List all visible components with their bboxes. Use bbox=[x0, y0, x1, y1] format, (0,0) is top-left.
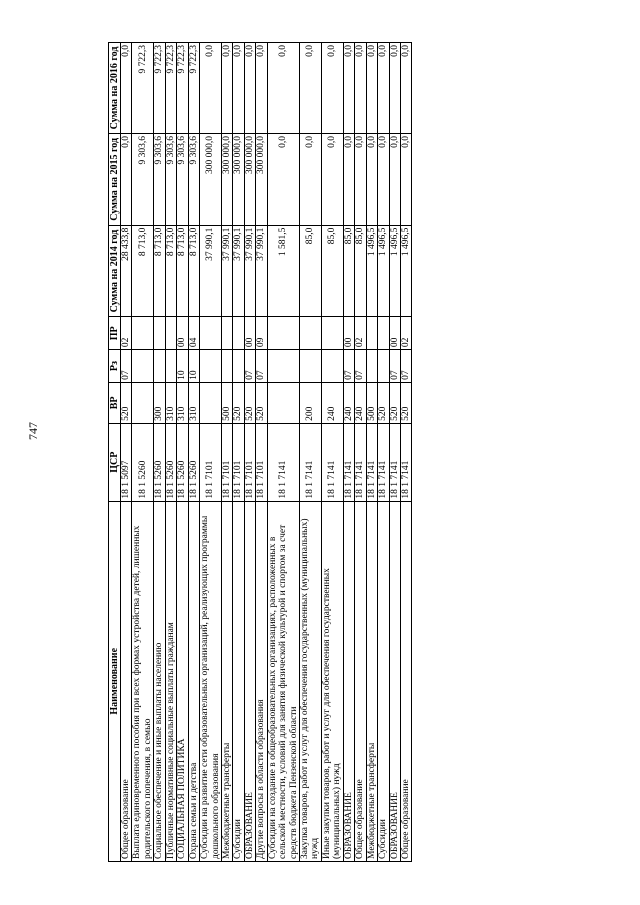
table-row bbox=[121, 43, 132, 862]
cell-sum-2014: 37 990,1 bbox=[200, 225, 222, 317]
cell-vr bbox=[132, 382, 154, 423]
cell-sum-2016: 0,0 bbox=[244, 43, 255, 134]
cell-rz bbox=[300, 350, 322, 383]
cell-csr: 18 1 7101 bbox=[256, 423, 267, 501]
cell-sum-2015: 0,0 bbox=[267, 133, 299, 225]
page-number: 747 bbox=[26, 422, 40, 440]
table-row bbox=[244, 43, 255, 862]
table-row bbox=[256, 43, 267, 862]
cell-vr: 240 bbox=[355, 382, 366, 423]
cell-sum-2016: 0,0 bbox=[233, 43, 244, 134]
cell-sum-2016: 0,0 bbox=[366, 43, 377, 134]
cell-name: Общее образование bbox=[121, 501, 132, 861]
cell-sum-2014: 8 713,0 bbox=[188, 225, 199, 317]
cell-csr: 18 1 7141 bbox=[300, 423, 322, 501]
cell-csr: 18 1 7101 bbox=[200, 423, 222, 501]
cell-csr: 18 1 7141 bbox=[355, 423, 366, 501]
cell-name: Субсидии bbox=[233, 501, 244, 861]
cell-sum-2015: 9 303,6 bbox=[188, 133, 199, 225]
cell-csr: 18 1 7101 bbox=[233, 423, 244, 501]
cell-name: СОЦИАЛЬНАЯ ПОЛИТИКА bbox=[177, 501, 188, 861]
cell-sum-2016: 9 722,3 bbox=[188, 43, 199, 134]
cell-name: Публичные нормативные социальные выплаты гражданам bbox=[165, 501, 176, 861]
table-row bbox=[233, 43, 244, 862]
cell-pr bbox=[132, 317, 154, 350]
cell-name: Социальное обеспечение и иные выплаты населению bbox=[154, 501, 165, 861]
cell-vr: 520 bbox=[400, 382, 411, 423]
cell-csr: 18 1 5260 bbox=[132, 423, 154, 501]
cell-rz: 07 bbox=[389, 350, 400, 383]
table-row bbox=[300, 43, 322, 862]
table-row bbox=[154, 43, 165, 862]
cell-sum-2016: 0,0 bbox=[221, 43, 232, 134]
table-row bbox=[132, 43, 154, 862]
cell-sum-2015: 0,0 bbox=[355, 133, 366, 225]
cell-rz: 07 bbox=[244, 350, 255, 383]
cell-rz bbox=[378, 350, 389, 383]
cell-sum-2015: 9 303,6 bbox=[177, 133, 188, 225]
cell-vr: 200 bbox=[300, 382, 322, 423]
cell-name: ОБРАЗОВАНИЕ bbox=[244, 501, 255, 861]
cell-sum-2014: 8 713,0 bbox=[154, 225, 165, 317]
budget-table bbox=[108, 42, 412, 862]
cell-csr: 18 1 7101 bbox=[244, 423, 255, 501]
cell-rz: 07 bbox=[343, 350, 354, 383]
cell-csr: 18 1 5260 bbox=[177, 423, 188, 501]
cell-vr: 520 bbox=[378, 382, 389, 423]
cell-name: Межбюджетные трансферты bbox=[366, 501, 377, 861]
cell-vr: 520 bbox=[389, 382, 400, 423]
table-row bbox=[355, 43, 366, 862]
cell-pr: 09 bbox=[256, 317, 267, 350]
cell-sum-2014: 85,0 bbox=[321, 225, 343, 317]
header-csr: ЦСР bbox=[109, 423, 121, 501]
cell-vr: 520 bbox=[233, 382, 244, 423]
cell-name: Общее образование bbox=[400, 501, 411, 861]
cell-vr: 310 bbox=[177, 382, 188, 423]
cell-sum-2014: 8 713,0 bbox=[165, 225, 176, 317]
header-sum-2015: Сумма на 2015 год bbox=[109, 133, 121, 225]
cell-sum-2014: 8 713,0 bbox=[177, 225, 188, 317]
cell-sum-2014: 1 496,5 bbox=[400, 225, 411, 317]
cell-rz bbox=[154, 350, 165, 383]
cell-sum-2015: 0,0 bbox=[400, 133, 411, 225]
table-row bbox=[267, 43, 299, 862]
table-row bbox=[221, 43, 232, 862]
cell-rz bbox=[321, 350, 343, 383]
cell-pr: 00 bbox=[244, 317, 255, 350]
cell-rz bbox=[132, 350, 154, 383]
cell-name: Иные закупки товаров, работ и услуг для обеспечения государственных (муниципальных) нужд bbox=[321, 501, 343, 861]
cell-sum-2015: 0,0 bbox=[300, 133, 322, 225]
cell-rz bbox=[233, 350, 244, 383]
cell-csr: 18 1 7141 bbox=[343, 423, 354, 501]
cell-sum-2015: 0,0 bbox=[343, 133, 354, 225]
cell-rz: 10 bbox=[177, 350, 188, 383]
header-sum-2016: Сумма на 2016 год bbox=[109, 43, 121, 134]
cell-vr: 310 bbox=[165, 382, 176, 423]
cell-sum-2015: 9 303,6 bbox=[165, 133, 176, 225]
cell-pr: 00 bbox=[389, 317, 400, 350]
cell-rz: 07 bbox=[256, 350, 267, 383]
cell-name: Субсидии на создание в общеобразовательных организациях, расположенных в сельской местности, условий для занятия физической культурой и спортом за счет средств бюджета Пензенской области bbox=[267, 501, 299, 861]
cell-vr: 520 bbox=[121, 382, 132, 423]
header-pr: ПР bbox=[109, 317, 121, 350]
cell-rz bbox=[366, 350, 377, 383]
cell-pr bbox=[200, 317, 222, 350]
cell-vr: 240 bbox=[321, 382, 343, 423]
cell-pr bbox=[233, 317, 244, 350]
cell-rz: 07 bbox=[355, 350, 366, 383]
cell-sum-2014: 37 990,1 bbox=[233, 225, 244, 317]
cell-rz bbox=[267, 350, 299, 383]
table-body bbox=[121, 43, 412, 862]
cell-pr: 02 bbox=[400, 317, 411, 350]
cell-sum-2014: 37 990,1 bbox=[256, 225, 267, 317]
table-row bbox=[400, 43, 411, 862]
cell-sum-2014: 1 581,5 bbox=[267, 225, 299, 317]
cell-sum-2015: 0,0 bbox=[378, 133, 389, 225]
cell-name: Закупка товаров, работ и услуг для обеспечения государственных (муниципальных) нужд bbox=[300, 501, 322, 861]
cell-vr: 500 bbox=[366, 382, 377, 423]
cell-vr: 310 bbox=[188, 382, 199, 423]
cell-rz bbox=[165, 350, 176, 383]
cell-sum-2016: 9 722,3 bbox=[132, 43, 154, 134]
cell-name: ОБРАЗОВАНИЕ bbox=[343, 501, 354, 861]
cell-pr bbox=[154, 317, 165, 350]
cell-pr bbox=[378, 317, 389, 350]
cell-sum-2014: 1 496,5 bbox=[389, 225, 400, 317]
cell-sum-2016: 0,0 bbox=[400, 43, 411, 134]
cell-pr bbox=[366, 317, 377, 350]
cell-rz: 07 bbox=[121, 350, 132, 383]
cell-csr: 18 1 7141 bbox=[378, 423, 389, 501]
cell-pr: 00 bbox=[343, 317, 354, 350]
cell-name: Охрана семьи и детства bbox=[188, 501, 199, 861]
cell-sum-2016: 9 722,3 bbox=[165, 43, 176, 134]
cell-sum-2015: 0,0 bbox=[389, 133, 400, 225]
cell-name: Выплата единовременного пособия при всех формах устройства детей, лишенных родительского попечения, в семью bbox=[132, 501, 154, 861]
cell-pr: 02 bbox=[355, 317, 366, 350]
cell-sum-2015: 300 000,0 bbox=[221, 133, 232, 225]
cell-sum-2014: 28 433,8 bbox=[121, 225, 132, 317]
cell-rz: 07 bbox=[400, 350, 411, 383]
cell-vr: 520 bbox=[244, 382, 255, 423]
cell-sum-2016: 0,0 bbox=[343, 43, 354, 134]
cell-pr: 02 bbox=[121, 317, 132, 350]
cell-rz: 10 bbox=[188, 350, 199, 383]
cell-pr: 00 bbox=[177, 317, 188, 350]
cell-sum-2015: 300 000,0 bbox=[256, 133, 267, 225]
cell-sum-2015: 0,0 bbox=[321, 133, 343, 225]
table-row bbox=[378, 43, 389, 862]
cell-csr: 18 1 5097 bbox=[121, 423, 132, 501]
table-row bbox=[165, 43, 176, 862]
cell-sum-2016: 0,0 bbox=[121, 43, 132, 134]
cell-sum-2016: 0,0 bbox=[378, 43, 389, 134]
table-row bbox=[177, 43, 188, 862]
cell-pr bbox=[321, 317, 343, 350]
cell-rz bbox=[200, 350, 222, 383]
cell-csr: 18 1 7141 bbox=[389, 423, 400, 501]
cell-csr: 18 1 7101 bbox=[221, 423, 232, 501]
cell-sum-2016: 9 722,3 bbox=[177, 43, 188, 134]
table-row bbox=[343, 43, 354, 862]
cell-sum-2015: 300 000,0 bbox=[244, 133, 255, 225]
header-sum-2014: Сумма на 2014 год bbox=[109, 225, 121, 317]
cell-sum-2015: 300 000,0 bbox=[200, 133, 222, 225]
cell-name: Субсидии bbox=[378, 501, 389, 861]
cell-sum-2016: 0,0 bbox=[389, 43, 400, 134]
cell-sum-2016: 9 722,3 bbox=[154, 43, 165, 134]
cell-vr: 300 bbox=[154, 382, 165, 423]
cell-sum-2015: 9 303,6 bbox=[154, 133, 165, 225]
table-row bbox=[200, 43, 222, 862]
header-vr: ВР bbox=[109, 382, 121, 423]
cell-sum-2015: 300 000,0 bbox=[233, 133, 244, 225]
cell-name: ОБРАЗОВАНИЕ bbox=[389, 501, 400, 861]
cell-sum-2014: 8 713,0 bbox=[132, 225, 154, 317]
cell-sum-2016: 0,0 bbox=[200, 43, 222, 134]
rotated-table-container bbox=[108, 42, 528, 862]
cell-sum-2014: 85,0 bbox=[343, 225, 354, 317]
cell-sum-2016: 0,0 bbox=[321, 43, 343, 134]
cell-sum-2015: 0,0 bbox=[121, 133, 132, 225]
cell-pr bbox=[165, 317, 176, 350]
cell-sum-2016: 0,0 bbox=[267, 43, 299, 134]
cell-sum-2015: 9 303,6 bbox=[132, 133, 154, 225]
cell-sum-2014: 37 990,1 bbox=[244, 225, 255, 317]
cell-sum-2015: 0,0 bbox=[366, 133, 377, 225]
cell-vr bbox=[200, 382, 222, 423]
cell-csr: 18 1 7141 bbox=[400, 423, 411, 501]
cell-sum-2014: 1 496,5 bbox=[378, 225, 389, 317]
cell-rz bbox=[221, 350, 232, 383]
cell-name: Субсидии на развитие сети образовательных организаций, реализующих программы дошкольного образования bbox=[200, 501, 222, 861]
cell-sum-2014: 37 990,1 bbox=[221, 225, 232, 317]
cell-sum-2016: 0,0 bbox=[300, 43, 322, 134]
cell-vr: 520 bbox=[256, 382, 267, 423]
cell-csr: 18 1 5260 bbox=[154, 423, 165, 501]
cell-sum-2014: 1 496,5 bbox=[366, 225, 377, 317]
header-name: Наименование bbox=[109, 501, 121, 861]
cell-vr bbox=[267, 382, 299, 423]
cell-vr: 240 bbox=[343, 382, 354, 423]
table-row bbox=[321, 43, 343, 862]
cell-sum-2016: 0,0 bbox=[256, 43, 267, 134]
cell-csr: 18 1 7141 bbox=[267, 423, 299, 501]
table-row bbox=[389, 43, 400, 862]
cell-sum-2016: 0,0 bbox=[355, 43, 366, 134]
cell-pr: 04 bbox=[188, 317, 199, 350]
cell-sum-2014: 85,0 bbox=[300, 225, 322, 317]
cell-csr: 18 1 5260 bbox=[165, 423, 176, 501]
cell-name: Другие вопросы в области образования bbox=[256, 501, 267, 861]
cell-pr bbox=[300, 317, 322, 350]
table-row bbox=[366, 43, 377, 862]
cell-csr: 18 1 5260 bbox=[188, 423, 199, 501]
table-row bbox=[188, 43, 199, 862]
cell-name: Межбюджетные трансферты bbox=[221, 501, 232, 861]
cell-pr bbox=[267, 317, 299, 350]
cell-csr: 18 1 7141 bbox=[321, 423, 343, 501]
cell-csr: 18 1 7141 bbox=[366, 423, 377, 501]
cell-pr bbox=[221, 317, 232, 350]
header-row bbox=[109, 43, 121, 862]
cell-sum-2014: 85,0 bbox=[355, 225, 366, 317]
header-rz: Рз bbox=[109, 350, 121, 383]
cell-name: Общее образование bbox=[355, 501, 366, 861]
cell-vr: 500 bbox=[221, 382, 232, 423]
